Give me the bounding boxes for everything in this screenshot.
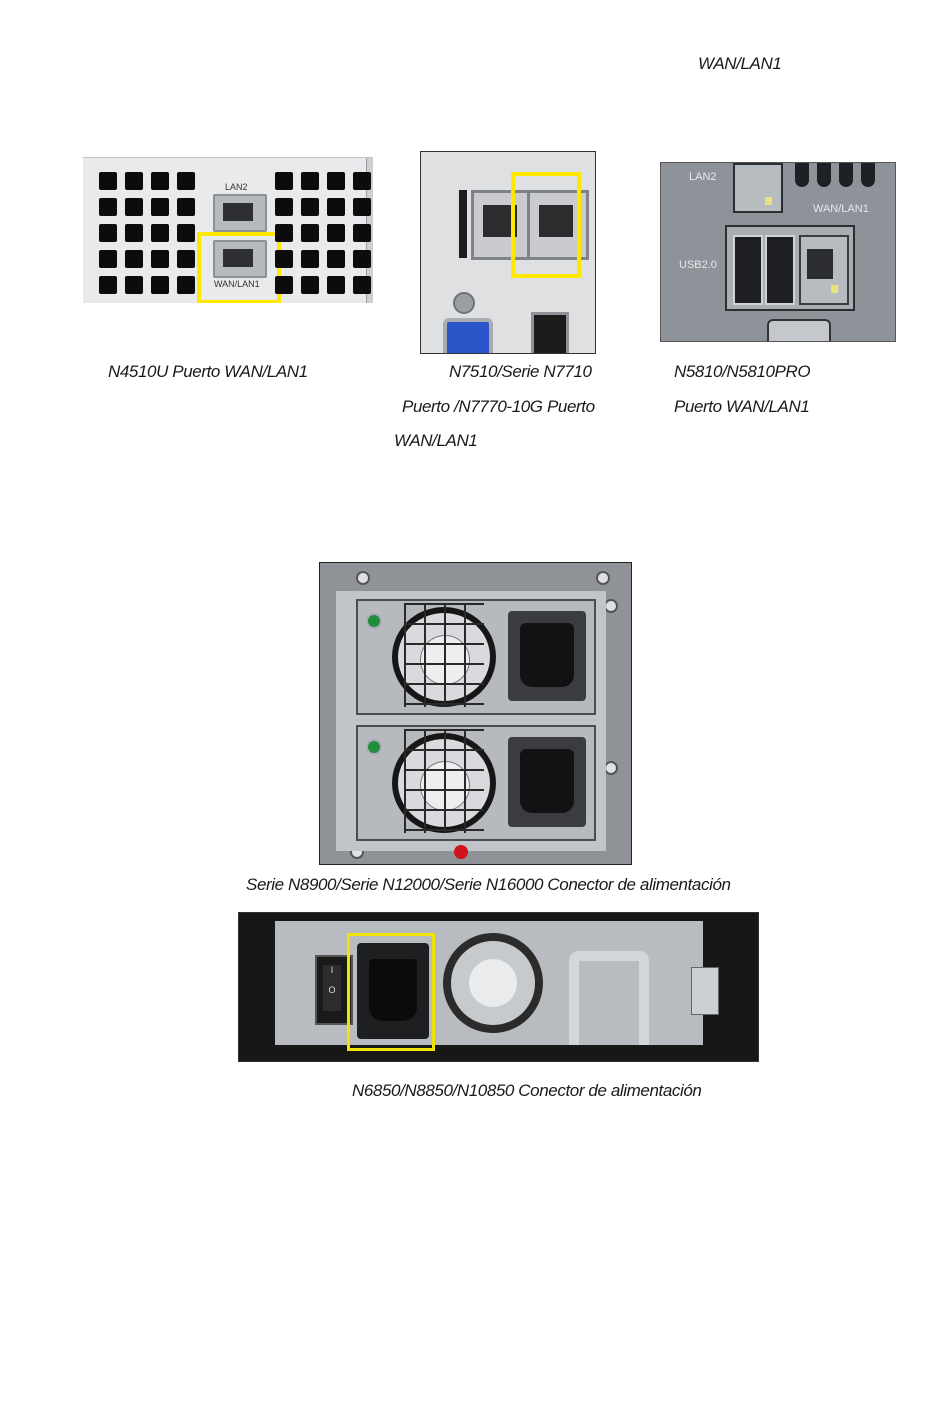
vent-hole xyxy=(301,172,319,190)
vent-hole xyxy=(327,172,345,190)
wan-lan1-highlight xyxy=(511,172,581,278)
psu-module-bottom xyxy=(356,725,596,841)
vent-hole xyxy=(177,198,195,216)
vent-hole xyxy=(301,224,319,242)
vga-port xyxy=(443,318,493,354)
n4510u-rear-photo xyxy=(83,157,373,303)
screw-icon xyxy=(356,571,370,585)
n5810-rear-photo xyxy=(660,162,896,342)
power-connector xyxy=(508,737,586,827)
vent-hole xyxy=(275,224,293,242)
vent-hole xyxy=(177,276,195,294)
screw-icon xyxy=(596,571,610,585)
vent-slot xyxy=(795,163,809,187)
n5810-caption-line-1: N5810/N5810PRO xyxy=(674,362,811,381)
alarm-reset-button xyxy=(454,845,468,859)
status-led xyxy=(366,739,382,755)
bottom-tab xyxy=(767,319,831,342)
vent-hole xyxy=(327,276,345,294)
vent-hole xyxy=(99,198,117,216)
lan2-label: LAN2 xyxy=(689,171,717,183)
vent-hole xyxy=(353,224,371,242)
psu-dual-caption: Serie N8900/Serie N12000/Serie N16000 Conector de alimentación xyxy=(246,875,731,894)
vent-hole xyxy=(125,250,143,268)
usb-label: USB2.0 xyxy=(679,259,717,271)
wan-lan1-highlight xyxy=(197,232,281,303)
wan-lan1-port xyxy=(799,235,849,305)
vent-hole xyxy=(99,276,117,294)
lan2-port xyxy=(733,163,783,213)
wan-lan1-led xyxy=(831,285,838,293)
vent-hole xyxy=(177,224,195,242)
vent-hole xyxy=(125,224,143,242)
io-panel xyxy=(725,225,855,311)
psu-latch xyxy=(691,967,719,1015)
vent-hole xyxy=(151,224,169,242)
n7510-caption-line-2: Puerto /N7770-10G Puerto xyxy=(402,397,595,416)
screw-icon xyxy=(604,761,618,775)
vent-slot xyxy=(861,163,875,187)
vent-hole xyxy=(151,250,169,268)
vent-hole xyxy=(353,250,371,268)
usb-port xyxy=(765,235,795,305)
dual-psu-photo xyxy=(319,562,632,865)
vent-hole xyxy=(301,276,319,294)
vent-hole xyxy=(353,276,371,294)
vent-hole xyxy=(275,276,293,294)
n7510-caption-line-1: N7510/Serie N7710 xyxy=(449,362,592,381)
vent-hole xyxy=(353,198,371,216)
vent-hole xyxy=(353,172,371,190)
n7510-rear-photo xyxy=(420,151,596,354)
vent-hole xyxy=(301,198,319,216)
vent-hole xyxy=(275,250,293,268)
vent-hole xyxy=(151,276,169,294)
vga-screw-icon xyxy=(453,292,475,314)
vent-hole xyxy=(99,224,117,242)
power-connector xyxy=(508,611,586,701)
wan-lan1-label: WAN/LAN1 xyxy=(813,203,869,215)
psu-handle xyxy=(569,951,649,1045)
vent-hole xyxy=(275,198,293,216)
vent-slot xyxy=(817,163,831,187)
usb-port xyxy=(733,235,763,305)
psu-module-top xyxy=(356,599,596,715)
power-connector-highlight xyxy=(347,933,435,1051)
hdmi-port xyxy=(531,312,569,354)
lan2-port xyxy=(213,194,267,232)
n4510u-caption: N4510U Puerto WAN/LAN1 xyxy=(108,362,308,381)
psu-single-caption: N6850/N8850/N10850 Conector de alimentación xyxy=(352,1081,702,1100)
lan2-led xyxy=(765,197,772,205)
vent-hole xyxy=(327,224,345,242)
port-bracket xyxy=(459,190,467,258)
vent-hole xyxy=(99,172,117,190)
fan-grille xyxy=(404,603,484,707)
single-psu-photo xyxy=(238,912,759,1062)
wan-lan1-label: WAN/LAN1 xyxy=(214,279,260,289)
vent-hole xyxy=(177,250,195,268)
lan2-label: LAN2 xyxy=(225,182,248,192)
vent-hole xyxy=(125,172,143,190)
vent-slot xyxy=(839,163,853,187)
vent-hole xyxy=(177,172,195,190)
fan-grille xyxy=(404,729,484,833)
n5810-caption-line-2: Puerto WAN/LAN1 xyxy=(674,397,810,416)
vent-hole xyxy=(125,276,143,294)
vent-hole xyxy=(327,250,345,268)
vent-hole xyxy=(327,198,345,216)
vent-hole xyxy=(99,250,117,268)
top-right-label: WAN/LAN1 xyxy=(698,54,782,73)
psu-bay xyxy=(336,591,606,851)
vent-hole xyxy=(151,198,169,216)
status-led xyxy=(366,613,382,629)
vent-hole xyxy=(151,172,169,190)
fan-icon xyxy=(443,933,543,1033)
power-switch: I O xyxy=(315,955,353,1025)
n7510-caption-line-3: WAN/LAN1 xyxy=(394,431,478,450)
vent-hole xyxy=(125,198,143,216)
vent-hole xyxy=(275,172,293,190)
vent-hole xyxy=(301,250,319,268)
screw-icon xyxy=(604,599,618,613)
